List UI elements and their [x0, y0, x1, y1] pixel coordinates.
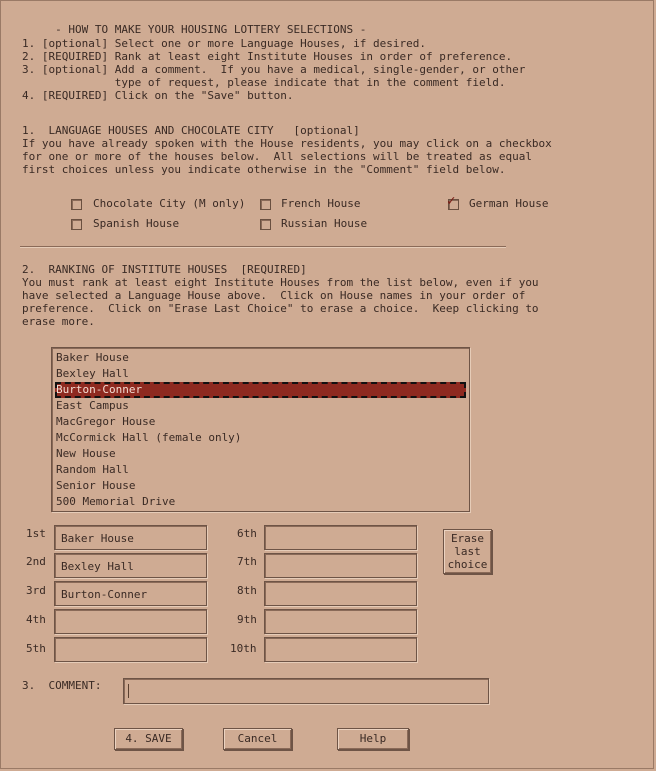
section2-desc-line: have selected a Language House above. Click on House names in your order of — [22, 289, 526, 302]
house-list-item[interactable]: East Campus — [56, 399, 129, 412]
rank-label-10th: 10th — [230, 642, 257, 655]
french-house-checkbox[interactable] — [260, 199, 271, 210]
house-list-item[interactable]: McCormick Hall (female only) — [56, 431, 242, 444]
comment-field[interactable] — [123, 678, 489, 704]
section2-desc-line: erase more. — [22, 315, 95, 328]
rank-field-7th[interactable] — [264, 553, 417, 578]
cancel-button[interactable]: Cancel — [223, 728, 292, 750]
house-list-item[interactable]: New House — [56, 447, 116, 460]
section1-desc-line: for one or more of the houses below. All selections will be treated as equal — [22, 150, 532, 163]
erase-button-line: Erase — [450, 532, 485, 545]
section1-desc-line: first choices unless you indicate otherwise in the "Comment" field below. — [22, 163, 506, 176]
house-list-item[interactable]: MacGregor House — [56, 415, 156, 428]
instruction-line: 3. [optional] Add a comment. If you have a medical, single-gender, or other — [22, 63, 526, 76]
house-list-item[interactable]: Bexley Hall — [56, 367, 129, 380]
erase-button-line: choice — [447, 558, 488, 571]
erase-button-line: last — [454, 545, 481, 558]
rank-label-1st: 1st — [26, 527, 46, 540]
chocolate-city-label: Chocolate City (M only) — [93, 197, 246, 210]
comment-label: 3. COMMENT: — [22, 679, 102, 692]
german-house-label: German House — [469, 197, 549, 210]
house-list-item[interactable]: Random Hall — [56, 463, 129, 476]
house-list-item[interactable]: 500 Memorial Drive — [56, 495, 176, 508]
help-button[interactable]: Help — [337, 728, 409, 750]
instructions-title: - HOW TO MAKE YOUR HOUSING LOTTERY SELECTIONS - — [22, 23, 367, 36]
section2-desc-line: You must rank at least eight Institute Houses from the list below, even if you — [22, 276, 539, 289]
french-house-label: French House — [281, 197, 361, 210]
rank-label-4th: 4th — [26, 613, 46, 626]
house-list[interactable] — [51, 347, 470, 512]
instruction-line: type of request, please indicate that in the comment field. — [22, 76, 506, 89]
section1-heading: 1. LANGUAGE HOUSES AND CHOCOLATE CITY [optional] — [22, 124, 360, 137]
rank-field-10th[interactable] — [264, 637, 417, 662]
section2-desc-line: preference. Click on "Erase Last Choice" to erase a choice. Keep clicking to — [22, 302, 539, 315]
german-house-checkbox[interactable] — [447, 193, 459, 210]
spanish-house-checkbox[interactable] — [71, 219, 82, 230]
erase-last-choice-button[interactable] — [443, 529, 492, 574]
rank-label-8th: 8th — [237, 584, 257, 597]
text-cursor — [128, 684, 129, 698]
russian-house-checkbox[interactable] — [260, 219, 271, 230]
rank-field-3rd[interactable]: Burton-Conner — [54, 581, 207, 606]
rank-field-9th[interactable] — [264, 609, 417, 634]
section1-desc-line: If you have already spoken with the House residents, you may click on a checkbox — [22, 137, 552, 150]
chocolate-city-checkbox[interactable] — [71, 199, 82, 210]
save-button[interactable]: 4. SAVE — [114, 728, 183, 750]
rank-label-7th: 7th — [237, 555, 257, 568]
section-divider — [20, 246, 506, 248]
section2-heading: 2. RANKING OF INSTITUTE HOUSES [REQUIRED] — [22, 263, 307, 276]
house-list-item[interactable]: Senior House — [56, 479, 136, 492]
rank-field-5th[interactable] — [54, 637, 207, 662]
instruction-line: 4. [REQUIRED] Click on the "Save" button. — [22, 89, 294, 102]
rank-label-2nd: 2nd — [26, 555, 46, 568]
rank-field-2nd[interactable]: Bexley Hall — [54, 553, 207, 578]
rank-field-1st[interactable]: Baker House — [54, 525, 207, 550]
rank-label-5th: 5th — [26, 642, 46, 655]
instruction-line: 1. [optional] Select one or more Language Houses, if desired. — [22, 37, 426, 50]
rank-label-6th: 6th — [237, 527, 257, 540]
rank-label-3rd: 3rd — [26, 584, 46, 597]
rank-field-4th[interactable] — [54, 609, 207, 634]
rank-label-9th: 9th — [237, 613, 257, 626]
spanish-house-label: Spanish House — [93, 217, 180, 230]
house-list-item[interactable]: Baker House — [56, 351, 129, 364]
rank-field-8th[interactable] — [264, 581, 417, 606]
russian-house-label: Russian House — [281, 217, 368, 230]
house-list-item-selected[interactable]: Burton-Conner — [55, 382, 466, 398]
instruction-line: 2. [REQUIRED] Rank at least eight Institute Houses in order of preference. — [22, 50, 513, 63]
rank-field-6th[interactable] — [264, 525, 417, 550]
check-icon: ✓ — [447, 193, 456, 209]
